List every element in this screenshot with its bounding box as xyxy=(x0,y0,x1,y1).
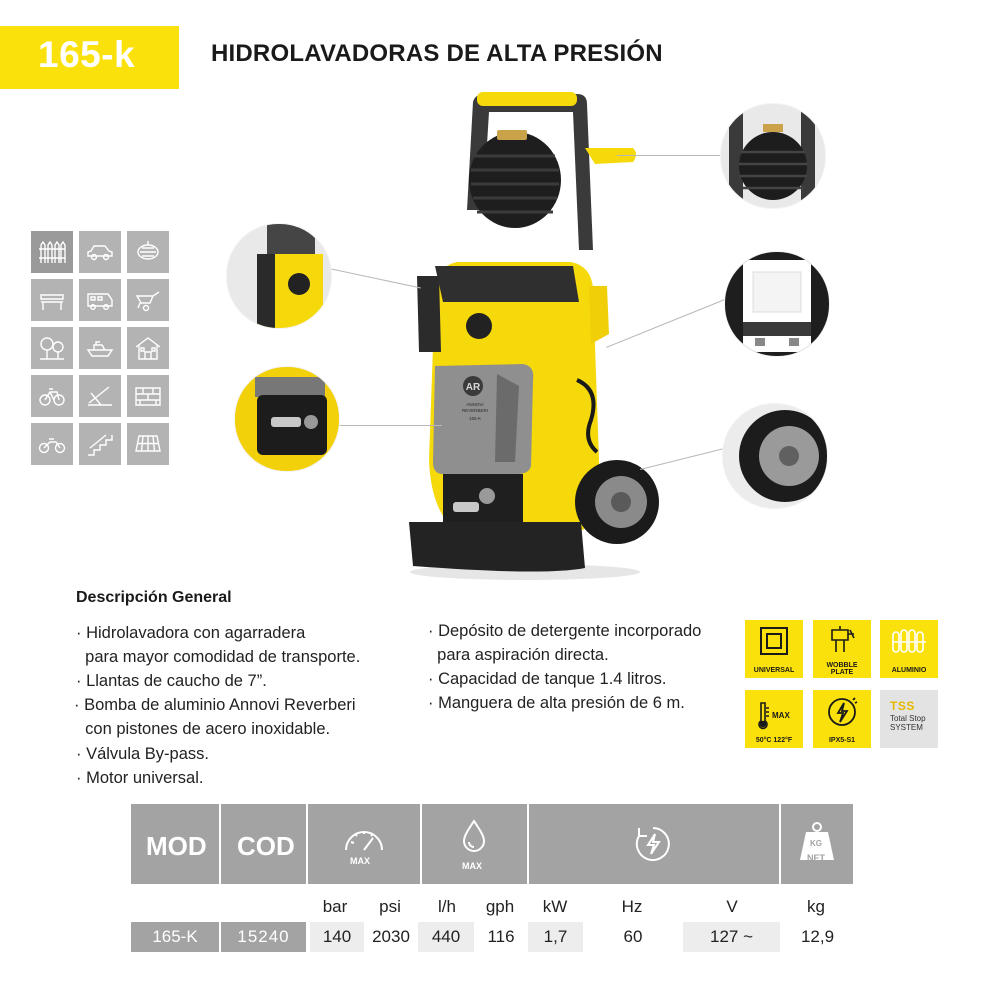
table-cell-psi: 2030 xyxy=(366,922,416,952)
wobble-plate-badge xyxy=(813,620,871,678)
model-mark: 165-K xyxy=(468,416,482,421)
brick-wall-icon xyxy=(127,375,169,417)
brand-line-2: REVERBERI xyxy=(461,408,489,413)
total-stop-system-badge xyxy=(880,690,938,748)
weight-net-label: NET xyxy=(807,853,825,863)
garden-trees-icon xyxy=(31,327,73,369)
table-cell-bar: 140 xyxy=(310,922,364,952)
power-icon xyxy=(633,824,673,864)
house-icon xyxy=(127,327,169,369)
table-header-pressure xyxy=(308,804,420,884)
application-icon-grid xyxy=(31,231,171,466)
unit-lh: l/h xyxy=(438,897,456,916)
description-title: Descripción General xyxy=(76,589,232,606)
pressure-washer-image xyxy=(395,90,665,585)
brand-line-1: ANNOVI xyxy=(466,402,484,407)
table-cell-kg: 12,9 xyxy=(782,922,853,952)
unit-v: V xyxy=(726,897,738,916)
description-line: · Motor universal. xyxy=(76,769,204,787)
max-temperature-badge xyxy=(745,690,803,748)
motorcycle-icon xyxy=(31,423,73,465)
bench-icon xyxy=(31,279,73,321)
aluminio-label: ALUMINIO xyxy=(891,667,927,674)
zoom-cable-hook xyxy=(226,223,332,329)
description-line: con pistones de acero inoxidable. xyxy=(76,720,331,738)
model-badge xyxy=(0,26,179,89)
wobble-label-2: PLATE xyxy=(830,669,854,676)
table-header-weight xyxy=(781,804,853,884)
barbecue-icon xyxy=(127,231,169,273)
stairs-icon xyxy=(79,423,121,465)
tss-line-2: SYSTEM xyxy=(890,723,923,732)
table-cell-hz: 60 xyxy=(585,922,681,952)
zoom-detergent-tank xyxy=(724,251,830,357)
ipx-label: IPX5-S1 xyxy=(828,737,856,744)
description-line: · Válvula By-pass. xyxy=(76,745,209,763)
table-cell-kw: 1,7 xyxy=(528,922,583,952)
unit-hz: Hz xyxy=(621,897,643,916)
pressure-gauge-icon xyxy=(341,820,387,860)
zoom-outlet xyxy=(234,366,340,472)
unit-psi: psi xyxy=(379,897,401,916)
flow-max-label: MAX xyxy=(462,861,482,871)
wheelbarrow-icon xyxy=(127,279,169,321)
zoom-wheel xyxy=(722,403,828,509)
universal-label: UNIVERSAL xyxy=(753,667,795,674)
page-title: HIDROLAVADORAS DE ALTA PRESIÓN xyxy=(211,40,663,67)
wobble-label-1: WOBBLE xyxy=(826,662,858,669)
description-line: · Capacidad de tanque 1.4 litros. xyxy=(428,670,667,688)
table-header-cod-label: COD xyxy=(237,831,295,861)
table-cell-v: 127 ~ xyxy=(683,922,780,952)
brand-logo: AR xyxy=(465,382,481,393)
table-cell-gph: 116 xyxy=(476,922,526,952)
unit-kg: kg xyxy=(807,897,825,916)
car-icon xyxy=(79,231,121,273)
weight-kg-label: KG xyxy=(810,839,822,848)
description-line: · Bomba de aluminio Annovi Reverberi xyxy=(74,696,356,714)
table-header-flow xyxy=(422,804,527,884)
zoom-hose-reel xyxy=(720,103,826,209)
temp-label: 50°C 122°F xyxy=(755,737,793,744)
water-drop-icon xyxy=(460,818,488,854)
table-header-mod-label: MOD xyxy=(146,831,207,861)
table-cell-cod: 15240 xyxy=(221,922,306,952)
boat-icon xyxy=(79,327,121,369)
fence-icon xyxy=(31,231,73,273)
unit-kw: kW xyxy=(542,897,568,916)
description-line: · Depósito de detergente incorporado xyxy=(428,622,702,640)
table-header-power xyxy=(529,804,779,884)
temp-max-label: MAX xyxy=(772,711,790,720)
description-line: · Llantas de caucho de 7”. xyxy=(76,672,267,690)
ipx-rating-badge xyxy=(813,690,871,748)
description-line: · Hidrolavadora con agarradera xyxy=(76,624,306,642)
unit-gph: gph xyxy=(485,897,515,916)
table-cell-lh: 440 xyxy=(418,922,474,952)
table-cell-mod: 165-K xyxy=(131,922,219,952)
solar-panel-icon xyxy=(127,423,169,465)
pressure-max-label: MAX xyxy=(350,856,370,866)
description-line: · Manguera de alta presión de 6 m. xyxy=(428,694,685,712)
boat-trailer-icon xyxy=(79,375,121,417)
tss-line-1: Total Stop xyxy=(890,714,926,723)
unit-bar: bar xyxy=(322,897,348,916)
aluminium-badge xyxy=(880,620,938,678)
bicycle-icon xyxy=(31,375,73,417)
camper-van-icon xyxy=(79,279,121,321)
tss-logo: TSS xyxy=(890,699,915,713)
description-line: para aspiración directa. xyxy=(428,646,609,664)
description-line: para mayor comodidad de transporte. xyxy=(76,648,361,666)
model-badge-text: 165-k xyxy=(38,34,136,75)
leader-line xyxy=(617,155,722,156)
leader-line xyxy=(326,425,442,426)
universal-motor-badge xyxy=(745,620,803,678)
